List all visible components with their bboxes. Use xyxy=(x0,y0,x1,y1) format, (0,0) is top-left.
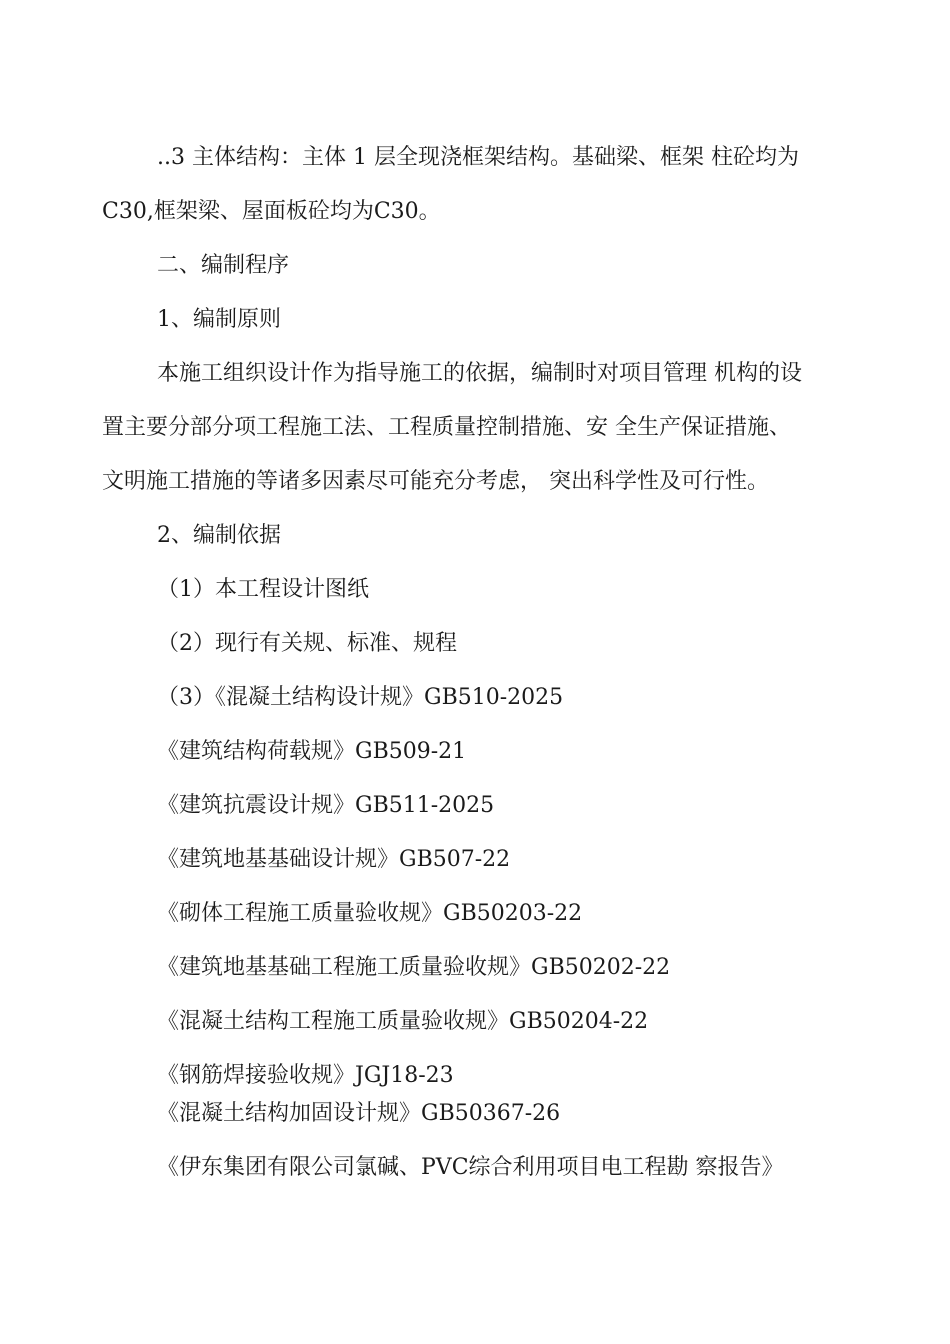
subheading-basis: 2、编制依据 xyxy=(157,523,281,548)
standard-item: 《混凝土结构工程施工质量验收规》GB50204-22 xyxy=(157,1009,649,1034)
basis-item-1: （1）本工程设计图纸 xyxy=(157,577,369,602)
paragraph-line-3: 文明施工措施的等诸多因素尽可能充分考虑， 突出科学性及可行性。 xyxy=(102,469,769,494)
standard-item: 《砌体工程施工质量验收规》GB50203-22 xyxy=(157,901,583,926)
standard-item: 《建筑结构荷载规》GB509-21 xyxy=(157,739,467,764)
basis-item-2: （2）现行有关规、标准、规程 xyxy=(157,631,457,656)
subheading-principle: 1、编制原则 xyxy=(157,307,281,332)
paragraph-line-2: 置主要分部分项工程施工法、工程质量控制措施、安 全生产保证措施、 xyxy=(102,415,791,440)
paragraph-line-1: 本施工组织设计作为指导施工的依据，编制时对项目管理 机构的设 xyxy=(157,361,802,386)
report-item: 《伊东集团有限公司氯碱、PVC综合利用项目电工程勘 察报告》 xyxy=(157,1155,784,1180)
standard-item: 《钢筋焊接验收规》JGJ18-23 xyxy=(157,1063,454,1088)
text-line-concrete-grade: C30,框架梁、屋面板砼均为C30。 xyxy=(102,199,441,224)
text-line-structure: ..3 主体结构：主体 1 层全现浇框架结构。基础梁、框架 柱砼均为 xyxy=(157,145,799,170)
standard-item: 《混凝土结构加固设计规》GB50367-26 xyxy=(157,1101,561,1126)
standard-item: 《建筑抗震设计规》GB511-2025 xyxy=(157,793,495,818)
standard-item: 《建筑地基基础设计规》GB507-22 xyxy=(157,847,511,872)
standard-item: 《建筑地基基础工程施工质量验收规》GB50202-22 xyxy=(157,955,671,980)
section-heading-procedure: 二、编制程序 xyxy=(157,253,290,278)
basis-item-3: （3）《混凝土结构设计规》GB510-2025 xyxy=(157,685,564,710)
